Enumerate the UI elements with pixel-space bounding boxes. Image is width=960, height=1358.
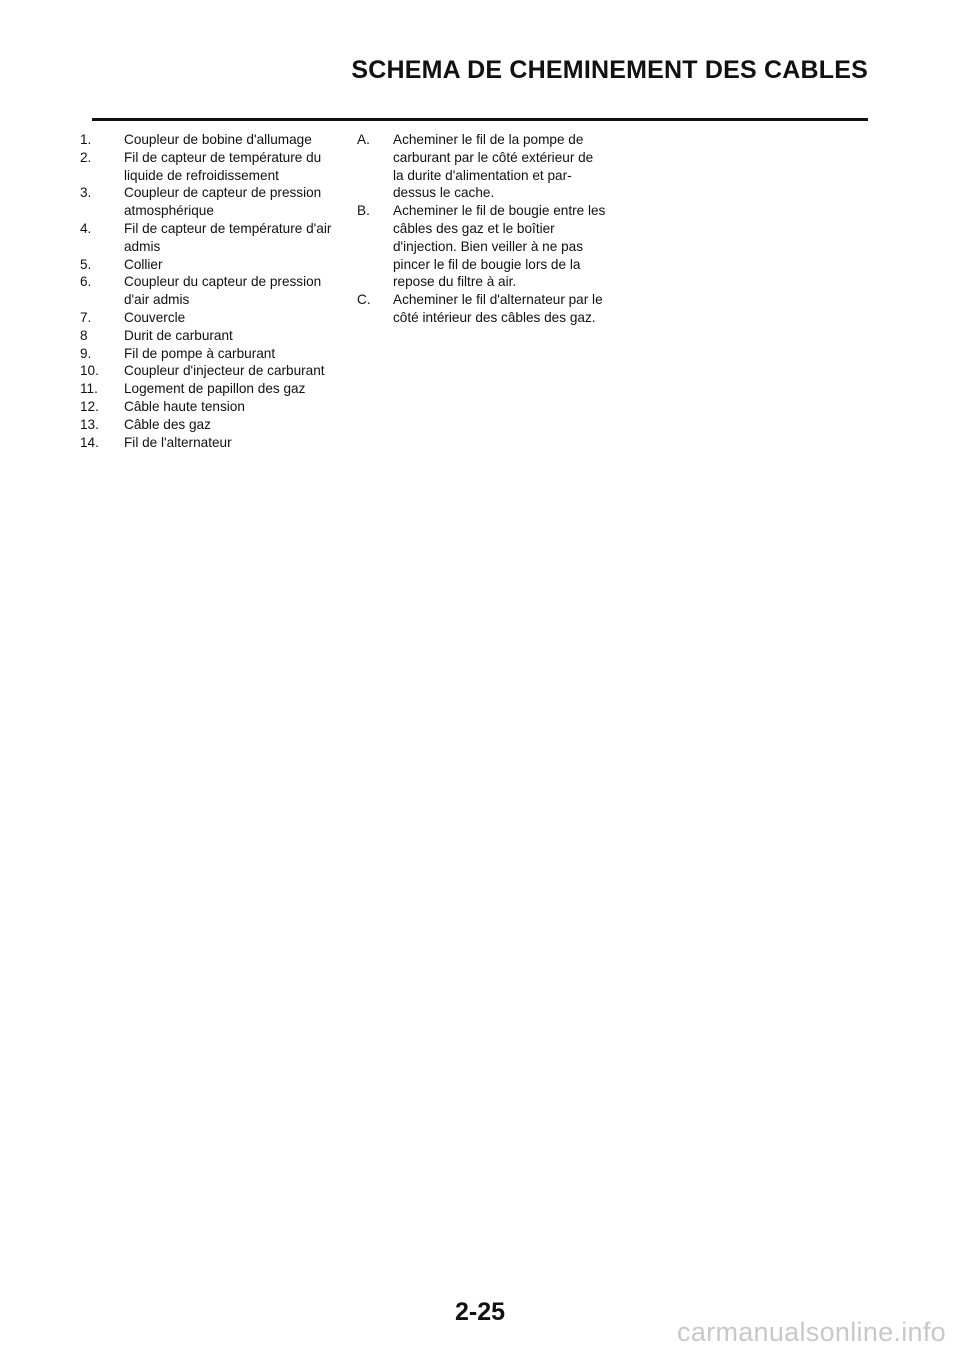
list-item (80, 362, 332, 380)
list-item (80, 273, 332, 309)
instruction-item (357, 291, 607, 327)
item-number: 5. (80, 256, 92, 272)
item-number: 12. (80, 398, 99, 414)
list-item (80, 398, 332, 416)
item-number: 7. (80, 309, 92, 325)
item-letter: C. (357, 292, 371, 308)
item-text: Câble des gaz (124, 416, 211, 432)
instructions-list (357, 131, 607, 327)
watermark: carmanualsonline.info (677, 1317, 946, 1347)
item-number: 14. (80, 434, 99, 450)
list-item (80, 256, 332, 274)
page-title: SCHEMA DE CHEMINEMENT DES CABLES (351, 56, 868, 84)
item-number: 3. (80, 185, 92, 201)
item-text: Durit de carburant (124, 327, 233, 343)
item-number: 13. (80, 416, 99, 432)
item-text: Acheminer le fil d'alternateur par le côté intérieur des câbles des gaz. (393, 292, 603, 325)
list-item (80, 345, 332, 363)
item-text: Coupleur du capteur de pression d'air admis (124, 274, 322, 308)
item-text: Acheminer le fil de la pompe de carburant par le côté extérieur de la durite d'alimentation et par-dessus le cache. (393, 132, 594, 201)
item-number: 1. (80, 132, 92, 147)
list-item (80, 416, 332, 434)
item-number: 8 (80, 327, 88, 343)
instruction-item (357, 131, 607, 202)
item-text: Logement de papillon des gaz (124, 381, 306, 397)
item-letter: A. (357, 132, 370, 147)
list-item (80, 149, 332, 185)
instruction-item (357, 202, 607, 291)
item-number: 11. (80, 381, 98, 397)
header-rule (92, 118, 868, 121)
item-text: Fil de pompe à carburant (124, 345, 276, 361)
item-number: 6. (80, 274, 92, 290)
item-text: Couvercle (124, 309, 186, 325)
list-item (80, 309, 332, 327)
item-number: 2. (80, 149, 92, 165)
item-text: Fil de l'alternateur (124, 434, 232, 450)
item-text: Câble haute tension (124, 398, 245, 414)
list-item (80, 131, 332, 149)
item-text: Coupleur de capteur de pression atmosphérique (124, 185, 322, 219)
list-item (80, 380, 332, 398)
list-item (80, 184, 332, 220)
list-item (80, 220, 332, 256)
item-number: 9. (80, 345, 92, 361)
page-number: 2-25 (454, 1298, 506, 1326)
parts-list (80, 131, 332, 451)
item-text: Coupleur de bobine d'allumage (124, 132, 312, 147)
item-number: 4. (80, 220, 92, 236)
list-item (80, 327, 332, 345)
item-text: Acheminer le fil de bougie entre les câbles des gaz et le boîtier d'injection. Bien veiller à ne pas pincer le fil de bougie lors de la repose du filtre à air. (393, 203, 606, 290)
item-text: Coupleur d'injecteur de carburant (124, 363, 325, 379)
item-text: Fil de capteur de température d'air admis (124, 220, 332, 254)
list-item (80, 434, 332, 452)
item-number: 10. (80, 363, 99, 379)
item-text: Collier (124, 256, 163, 272)
item-letter: B. (357, 203, 370, 219)
item-text: Fil de capteur de température du liquide de refroidissement (124, 149, 322, 183)
